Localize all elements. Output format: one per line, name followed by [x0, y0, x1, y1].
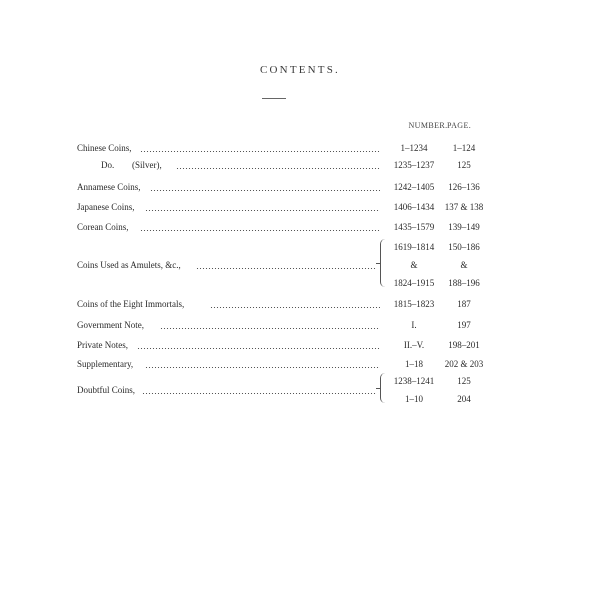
entry-page: 202 & 203: [444, 359, 484, 369]
column-header-number: NUMBER.: [408, 121, 448, 130]
entry-label: Annamese Coins,: [77, 182, 141, 192]
dot-leader: [140, 230, 380, 231]
entry-page: 139–149: [448, 222, 480, 232]
entry-label: Chinese Coins,: [77, 143, 132, 153]
entry-number: I.: [411, 320, 417, 330]
entry-number: 1238–1241: [393, 376, 435, 386]
toc-entry-line: [0, 392, 600, 406]
entry-number: 1406–1434: [393, 202, 435, 212]
toc-entry: [0, 220, 600, 234]
entry-label: Doubtful Coins,: [77, 385, 136, 395]
entry-page: 1–124: [452, 143, 476, 153]
entry-number: 1815–1823: [393, 299, 435, 309]
entry-label: Japanese Coins,: [77, 202, 135, 212]
toc-entry-line: [0, 276, 600, 290]
entry-number: 1619–1814: [393, 242, 435, 252]
toc-entry: [0, 158, 600, 172]
entry-page: 126–136: [448, 182, 480, 192]
title-rule: [262, 98, 286, 99]
entry-label: Coins Used as Amulets, &c.,: [77, 260, 181, 270]
entry-page: 187: [457, 299, 471, 309]
dot-leader: [145, 367, 380, 368]
entry-page: 150–186: [448, 242, 480, 252]
toc-entry: [0, 180, 600, 194]
entry-page: 198–201: [448, 340, 480, 350]
toc-entry: [0, 258, 600, 272]
entry-page: 137 & 138: [444, 202, 484, 212]
entry-number: 1–18: [405, 359, 423, 369]
entry-number: 1242–1405: [393, 182, 435, 192]
dot-leader: [210, 307, 380, 308]
dot-leader: [137, 348, 380, 349]
dot-leader: [150, 190, 380, 191]
entry-connector: &: [410, 260, 418, 270]
entry-page: 125: [457, 376, 471, 386]
toc-entry: [0, 141, 600, 155]
entry-label: Coins of the Eight Immortals,: [77, 299, 185, 309]
dot-leader: [160, 328, 380, 329]
toc-entry-line: [0, 240, 600, 254]
entry-number: II.–V.: [403, 340, 425, 350]
toc-entry: [0, 200, 600, 214]
toc-entry: [0, 318, 600, 332]
entry-number: 1–1234: [400, 143, 428, 153]
entry-sublabel: (Silver),: [132, 160, 162, 170]
entry-page: 197: [457, 320, 471, 330]
column-header-page: PAGE.: [447, 121, 472, 130]
dot-leader: [140, 151, 380, 152]
toc-entry: [0, 338, 600, 352]
dot-leader: [196, 268, 376, 269]
entry-page: 204: [457, 394, 471, 404]
entry-number: 1824–1915: [393, 278, 435, 288]
toc-entry: [0, 297, 600, 311]
entry-label: Corean Coins,: [77, 222, 129, 232]
entry-number: 1435–1579: [393, 222, 435, 232]
dot-leader: [176, 168, 380, 169]
entry-label: Do.: [101, 160, 115, 170]
page-title: CONTENTS.: [260, 64, 340, 76]
entry-number: 1–10: [405, 394, 423, 404]
entry-page: 188–196: [448, 278, 480, 288]
entry-label: Supplementary,: [77, 359, 134, 369]
dot-leader: [145, 210, 380, 211]
entry-label: Government Note,: [77, 320, 144, 330]
entry-number: 1235–1237: [393, 160, 435, 170]
entry-label: Private Notes,: [77, 340, 128, 350]
toc-entry: [0, 357, 600, 371]
entry-page: 125: [457, 160, 471, 170]
entry-connector: &: [460, 260, 468, 270]
